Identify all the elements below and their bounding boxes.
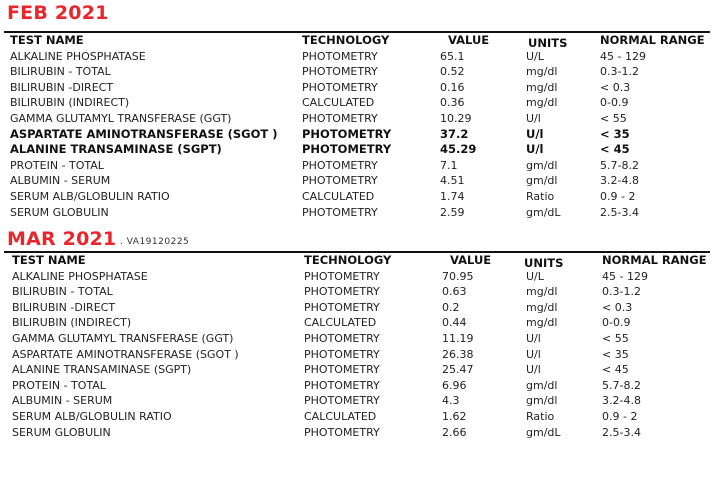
header-technology: TECHNOLOGY bbox=[304, 253, 392, 267]
cell-technology: CALCULATED bbox=[302, 189, 375, 203]
cell-technology: PHOTOMETRY bbox=[304, 378, 380, 392]
cell-test-name: ALKALINE PHOSPHATASE bbox=[10, 49, 146, 63]
header-technology: TECHNOLOGY bbox=[302, 33, 390, 47]
cell-normal-range: < 35 bbox=[602, 347, 629, 361]
cell-test-name: BILIRUBIN - TOTAL bbox=[10, 65, 111, 79]
cell-test-name: PROTEIN - TOTAL bbox=[12, 378, 106, 392]
cell-units: mg/dl bbox=[526, 285, 558, 299]
cell-technology: PHOTOMETRY bbox=[304, 269, 380, 283]
table-row bbox=[10, 409, 710, 425]
cell-test-name: BILIRUBIN (INDIRECT) bbox=[12, 316, 132, 330]
cell-units: gm/dL bbox=[526, 205, 561, 219]
cell-normal-range: < 0.3 bbox=[602, 300, 633, 314]
table-row bbox=[10, 315, 710, 331]
table-row bbox=[10, 331, 710, 347]
table-body bbox=[10, 49, 710, 221]
cell-test-name: BILIRUBIN -DIRECT bbox=[10, 80, 114, 94]
cell-value: 45.29 bbox=[440, 142, 477, 157]
table-header-row bbox=[10, 33, 710, 49]
cell-test-name: ASPARTATE AMINOTRANSFERASE (SGOT ) bbox=[12, 347, 239, 361]
table-row bbox=[10, 127, 710, 143]
cell-technology: PHOTOMETRY bbox=[304, 363, 380, 377]
cell-value: 0.16 bbox=[440, 80, 465, 94]
cell-test-name: SERUM GLOBULIN bbox=[10, 205, 109, 219]
cell-technology: PHOTOMETRY bbox=[302, 174, 378, 188]
cell-units: gm/dl bbox=[526, 174, 558, 188]
cell-technology: CALCULATED bbox=[304, 316, 377, 330]
cell-technology: PHOTOMETRY bbox=[302, 111, 378, 125]
cell-technology: PHOTOMETRY bbox=[304, 331, 380, 345]
cell-test-name: ALANINE TRANSAMINASE (SGPT) bbox=[10, 142, 222, 157]
cell-test-name: ALKALINE PHOSPHATASE bbox=[12, 269, 148, 283]
cell-normal-range: 0-0.9 bbox=[602, 316, 631, 330]
cell-value: 11.19 bbox=[442, 331, 474, 345]
cell-units: U/l bbox=[526, 331, 541, 345]
cell-technology: CALCULATED bbox=[304, 409, 377, 423]
cell-technology: PHOTOMETRY bbox=[304, 394, 380, 408]
header-value: VALUE bbox=[450, 253, 492, 267]
cell-units: U/l bbox=[526, 363, 541, 377]
cell-normal-range: 5.7-8.2 bbox=[600, 158, 639, 172]
cell-value: 25.47 bbox=[442, 363, 474, 377]
cell-technology: PHOTOMETRY bbox=[304, 347, 380, 361]
cell-units: U/l bbox=[526, 347, 541, 361]
cell-normal-range: < 45 bbox=[600, 142, 630, 157]
cell-normal-range: 0.9 - 2 bbox=[602, 409, 638, 423]
cell-test-name: SERUM ALB/GLOBULIN RATIO bbox=[12, 409, 172, 423]
cell-value: 2.66 bbox=[442, 425, 467, 439]
cell-value: 26.38 bbox=[442, 347, 474, 361]
cell-technology: PHOTOMETRY bbox=[304, 285, 380, 299]
table-row bbox=[10, 284, 710, 300]
table-row bbox=[10, 393, 710, 409]
cell-value: 65.1 bbox=[440, 49, 465, 63]
table-row bbox=[10, 378, 710, 394]
cell-test-name: GAMMA GLUTAMYL TRANSFERASE (GGT) bbox=[10, 111, 232, 125]
cell-test-name: PROTEIN - TOTAL bbox=[10, 158, 104, 172]
cell-units: gm/dL bbox=[526, 425, 561, 439]
cell-value: 0.44 bbox=[442, 316, 467, 330]
cell-test-name: BILIRUBIN -DIRECT bbox=[12, 300, 116, 314]
report-table-mar-2021 bbox=[10, 253, 710, 440]
cell-normal-range: 0.9 - 2 bbox=[600, 189, 636, 203]
cell-test-name: SERUM ALB/GLOBULIN RATIO bbox=[10, 189, 170, 203]
cell-units: U/l bbox=[526, 111, 541, 125]
report-table-feb-2021 bbox=[10, 33, 710, 220]
cell-units: Ratio bbox=[526, 189, 555, 203]
cell-technology: PHOTOMETRY bbox=[304, 425, 380, 439]
cell-test-name: BILIRUBIN (INDIRECT) bbox=[10, 96, 130, 110]
cell-units: mg/dl bbox=[526, 300, 558, 314]
cell-value: 0.36 bbox=[440, 96, 465, 110]
cell-value: 2.59 bbox=[440, 205, 465, 219]
cell-units: gm/dl bbox=[526, 158, 558, 172]
header-value: VALUE bbox=[448, 33, 490, 47]
cell-test-name: BILIRUBIN - TOTAL bbox=[12, 285, 113, 299]
cell-test-name: SERUM GLOBULIN bbox=[12, 425, 111, 439]
cell-units: mg/dl bbox=[526, 316, 558, 330]
table-row bbox=[10, 64, 710, 80]
cell-technology: PHOTOMETRY bbox=[302, 49, 378, 63]
cell-value: 10.29 bbox=[440, 111, 472, 125]
cell-normal-range: 45 - 129 bbox=[602, 269, 648, 283]
section-title-feb-2021: FEB 2021 bbox=[7, 2, 109, 24]
cell-value: 37.2 bbox=[440, 126, 469, 141]
cell-normal-range: < 55 bbox=[602, 331, 629, 345]
table-body bbox=[10, 269, 710, 441]
cell-units: mg/dl bbox=[526, 80, 558, 94]
cell-technology: PHOTOMETRY bbox=[304, 300, 380, 314]
table-row bbox=[10, 189, 710, 205]
cell-normal-range: 2.5-3.4 bbox=[600, 205, 639, 219]
cell-value: 4.51 bbox=[440, 174, 465, 188]
cell-value: 1.74 bbox=[440, 189, 465, 203]
table-row bbox=[10, 80, 710, 96]
cell-normal-range: 5.7-8.2 bbox=[602, 378, 641, 392]
table-row bbox=[10, 300, 710, 316]
cell-units: gm/dl bbox=[526, 394, 558, 408]
cell-value: 0.2 bbox=[442, 300, 460, 314]
cell-technology: PHOTOMETRY bbox=[302, 142, 392, 157]
cell-normal-range: < 35 bbox=[600, 126, 630, 141]
cell-value: 7.1 bbox=[440, 158, 458, 172]
cell-normal-range: 3.2-4.8 bbox=[602, 394, 641, 408]
table-row bbox=[10, 269, 710, 285]
table-header-row bbox=[10, 253, 710, 269]
table-row bbox=[10, 205, 710, 221]
table-row bbox=[10, 158, 710, 174]
cell-value: 0.52 bbox=[440, 65, 465, 79]
cell-units: mg/dl bbox=[526, 96, 558, 110]
cell-value: 4.3 bbox=[442, 394, 460, 408]
cell-normal-range: 45 - 129 bbox=[600, 49, 646, 63]
cell-units: gm/dl bbox=[526, 378, 558, 392]
cell-units: mg/dl bbox=[526, 65, 558, 79]
table-row bbox=[10, 173, 710, 189]
cell-test-name: ASPARTATE AMINOTRANSFERASE (SGOT ) bbox=[10, 126, 278, 141]
table-row bbox=[10, 362, 710, 378]
header-normal-range: NORMAL RANGE bbox=[600, 33, 705, 47]
cell-normal-range: 0.3-1.2 bbox=[600, 65, 639, 79]
cell-units: U/L bbox=[526, 269, 544, 283]
table-row bbox=[10, 142, 710, 158]
cell-normal-range: < 0.3 bbox=[600, 80, 631, 94]
cell-technology: PHOTOMETRY bbox=[302, 126, 392, 141]
table-row bbox=[10, 49, 710, 65]
section-title-mar-2021: MAR 2021 bbox=[7, 228, 117, 250]
cell-normal-range: < 55 bbox=[600, 111, 627, 125]
cell-normal-range: 0.3-1.2 bbox=[602, 285, 641, 299]
cell-test-name: GAMMA GLUTAMYL TRANSFERASE (GGT) bbox=[12, 331, 234, 345]
cell-normal-range: 3.2-4.8 bbox=[600, 174, 639, 188]
header-units: UNITS bbox=[528, 36, 568, 50]
cell-value: 6.96 bbox=[442, 378, 467, 392]
cell-units: Ratio bbox=[526, 409, 555, 423]
cell-technology: CALCULATED bbox=[302, 96, 375, 110]
cell-units: U/l bbox=[526, 126, 544, 141]
cell-value: 0.63 bbox=[442, 285, 467, 299]
cell-value: 70.95 bbox=[442, 269, 474, 283]
table-row bbox=[10, 111, 710, 127]
header-units: UNITS bbox=[524, 256, 564, 270]
table-row bbox=[10, 425, 710, 441]
overlay-scribble-text: . VA19120225 bbox=[120, 237, 190, 247]
header-normal-range: NORMAL RANGE bbox=[602, 253, 707, 267]
cell-normal-range: 0-0.9 bbox=[600, 96, 629, 110]
cell-normal-range: 2.5-3.4 bbox=[602, 425, 641, 439]
table-row bbox=[10, 347, 710, 363]
cell-test-name: ALBUMIN - SERUM bbox=[12, 394, 113, 408]
cell-units: U/L bbox=[526, 49, 544, 63]
cell-test-name: ALBUMIN - SERUM bbox=[10, 174, 111, 188]
cell-technology: PHOTOMETRY bbox=[302, 205, 378, 219]
header-test-name: TEST NAME bbox=[10, 33, 84, 47]
header-test-name: TEST NAME bbox=[12, 253, 86, 267]
cell-technology: PHOTOMETRY bbox=[302, 80, 378, 94]
cell-normal-range: < 45 bbox=[602, 363, 629, 377]
cell-technology: PHOTOMETRY bbox=[302, 158, 378, 172]
table-row bbox=[10, 95, 710, 111]
cell-technology: PHOTOMETRY bbox=[302, 65, 378, 79]
cell-value: 1.62 bbox=[442, 409, 467, 423]
cell-units: U/l bbox=[526, 142, 544, 157]
cell-test-name: ALANINE TRANSAMINASE (SGPT) bbox=[12, 363, 192, 377]
